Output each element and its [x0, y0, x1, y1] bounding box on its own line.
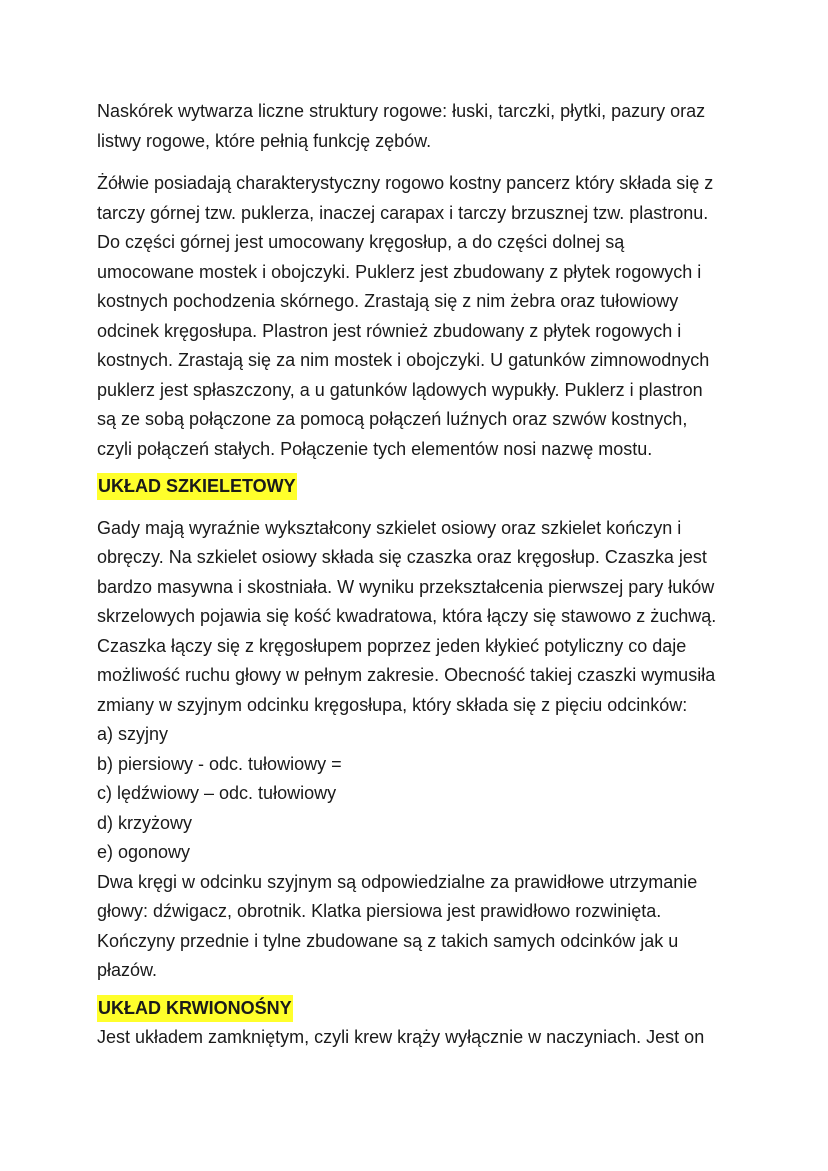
text-line: Do części górnej jest umocowany kręgosłup, a do części dolnej są: [97, 232, 625, 252]
paragraph-skeleton: [97, 514, 737, 721]
text-line: Czaszka łączy się z kręgosłupem poprzez jeden kłykieć potyliczny co daje: [97, 635, 687, 656]
text-line: Żółwie posiadają charakterystyczny rogowo kostny pancerz który składa się z: [97, 173, 714, 193]
paragraph-turtle-shell: [97, 169, 737, 464]
spine-sections-list: [97, 720, 737, 868]
text-line: Naskórek wytwarza liczne struktury rogowe: łuski, tarczki, płytki, pazury oraz: [97, 101, 706, 121]
text-line: tarczy górnej tzw. puklerza, inaczej carapax i tarczy brzusznej tzw. plastronu.: [97, 202, 709, 223]
document-page: [97, 97, 737, 1053]
text-line: Kończyny przednie i tylne zbudowane są z takich samych odcinków jak u: [97, 930, 679, 951]
text-line: głowy: dźwigacz, obrotnik. Klatka piersiowa jest prawidłowo rozwinięta.: [97, 901, 662, 921]
text-line: skrzelowych pojawia się kość kwadratowa, która łączy się stawowo z żuchwą.: [97, 606, 717, 626]
paragraph-circulatory: [97, 1023, 737, 1053]
text-line: zmiany w szyjnym odcinku kręgosłupa, który składa się z pięciu odcinków:: [97, 694, 688, 715]
list-item: d) krzyżowy: [97, 812, 193, 833]
text-line: Jest układem zamkniętym, czyli krew krąży wyłącznie w naczyniach. Jest on: [97, 1027, 705, 1047]
section-heading-circulatory: UKŁAD KRWIONOŚNY: [97, 995, 293, 1022]
text-line: kostnych. Zrastają się za nim mostek i obojczyki. U gatunków zimnowodnych: [97, 350, 710, 370]
list-item: e) ogonowy: [97, 842, 191, 862]
paragraph-epidermis: [97, 97, 737, 156]
text-line: czyli połączeń stałych. Połączenie tych elementów nosi nazwę mostu.: [97, 438, 653, 459]
text-line: odcinek kręgosłupa. Plastron jest również zbudowany z płytek rogowych i: [97, 320, 682, 341]
text-line: płazów.: [97, 960, 158, 980]
text-line: są ze sobą połączone za pomocą połączeń luźnych oraz szwów kostnych,: [97, 409, 688, 429]
text-line: puklerz jest spłaszczony, a u gatunków lądowych wypukły. Puklerz i plastron: [97, 379, 703, 400]
text-line: bardzo masywna i skostniała. W wyniku przekształcenia pierwszej pary łuków: [97, 576, 715, 597]
text-line: obręczy. Na szkielet osiowy składa się czaszka oraz kręgosłup. Czaszka jest: [97, 547, 707, 567]
text-line: umocowane mostek i obojczyki. Puklerz jest zbudowany z płytek rogowych i: [97, 261, 702, 282]
text-line: możliwość ruchu głowy w pełnym zakresie. Obecność takiej czaszki wymusiła: [97, 665, 716, 685]
list-item: a) szyjny: [97, 724, 169, 744]
text-line: kostnych pochodzenia skórnego. Zrastają się z nim żebra oraz tułowiowy: [97, 291, 679, 311]
list-item: c) lędźwiowy – odc. tułowiowy: [97, 783, 337, 803]
text-line: Gady mają wyraźnie wykształcony szkielet osiowy oraz szkielet kończyn i: [97, 517, 682, 538]
text-line: Dwa kręgi w odcinku szyjnym są odpowiedzialne za prawidłowe utrzymanie: [97, 871, 698, 892]
text-line: listwy rogowe, które pełnią funkcję zębów.: [97, 130, 432, 151]
list-item: b) piersiowy - odc. tułowiowy =: [97, 753, 342, 774]
paragraph-vertebrae: [97, 868, 737, 986]
section-heading-skeletal: UKŁAD SZKIELETOWY: [97, 473, 297, 500]
